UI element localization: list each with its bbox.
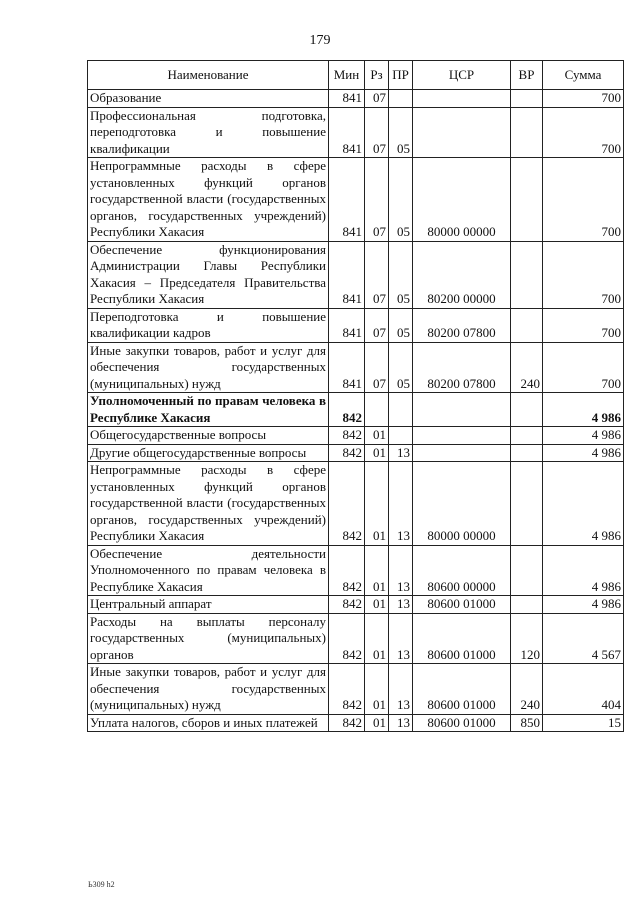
cell-min: 841: [329, 90, 365, 108]
table-row: [88, 342, 624, 393]
cell-min: 842: [329, 664, 365, 715]
cell-vr: [511, 393, 543, 427]
table-row: [88, 427, 624, 445]
cell-pr: 13: [389, 664, 413, 715]
cell-min: 842: [329, 462, 365, 546]
cell-sum: 404: [543, 664, 624, 715]
cell-name: Общегосударственные вопросы: [88, 427, 329, 445]
cell-min: 842: [329, 393, 365, 427]
cell-sum: 4 986: [543, 462, 624, 546]
cell-vr: [511, 427, 543, 445]
cell-csr: 80000 00000: [413, 462, 511, 546]
cell-min: 841: [329, 158, 365, 242]
cell-pr: 05: [389, 241, 413, 308]
table-row: [88, 462, 624, 546]
cell-vr: 850: [511, 714, 543, 732]
cell-csr: 80600 01000: [413, 596, 511, 614]
cell-csr: [413, 444, 511, 462]
cell-name: Образование: [88, 90, 329, 108]
cell-pr: 13: [389, 613, 413, 664]
cell-rz: 01: [365, 545, 389, 596]
table-row: [88, 90, 624, 108]
footer-code: Ь309 h2: [88, 880, 115, 889]
cell-pr: 13: [389, 545, 413, 596]
header-sum: Сумма: [543, 61, 624, 90]
table-header-row: [88, 61, 624, 90]
cell-rz: [365, 393, 389, 427]
cell-pr: 13: [389, 462, 413, 546]
cell-vr: 240: [511, 342, 543, 393]
cell-sum: 4 986: [543, 393, 624, 427]
cell-csr: 80600 01000: [413, 664, 511, 715]
cell-rz: 01: [365, 714, 389, 732]
cell-pr: [389, 90, 413, 108]
cell-rz: 01: [365, 613, 389, 664]
cell-sum: 4 986: [543, 427, 624, 445]
cell-name: Уплата налогов, сборов и иных платежей: [88, 714, 329, 732]
cell-vr: 240: [511, 664, 543, 715]
cell-pr: 13: [389, 596, 413, 614]
table-row: [88, 308, 624, 342]
table-row: [88, 393, 624, 427]
table-row: [88, 596, 624, 614]
cell-sum: 700: [543, 241, 624, 308]
cell-sum: 4 986: [543, 545, 624, 596]
page-number: 179: [309, 33, 331, 48]
cell-vr: [511, 308, 543, 342]
cell-csr: [413, 427, 511, 445]
cell-pr: 13: [389, 714, 413, 732]
table-row: [88, 664, 624, 715]
cell-sum: 15: [543, 714, 624, 732]
cell-min: 841: [329, 342, 365, 393]
cell-min: 842: [329, 545, 365, 596]
cell-name: Другие общегосударственные вопросы: [88, 444, 329, 462]
cell-min: 842: [329, 596, 365, 614]
cell-vr: [511, 596, 543, 614]
cell-vr: [511, 158, 543, 242]
header-csr: ЦСР: [413, 61, 511, 90]
table-row: [88, 107, 624, 158]
cell-rz: 07: [365, 308, 389, 342]
cell-sum: 700: [543, 107, 624, 158]
cell-sum: 700: [543, 158, 624, 242]
header-pr: ПР: [389, 61, 413, 90]
cell-rz: 01: [365, 427, 389, 445]
cell-vr: [511, 444, 543, 462]
cell-sum: 4 986: [543, 444, 624, 462]
cell-rz: 07: [365, 241, 389, 308]
cell-min: 841: [329, 107, 365, 158]
cell-min: 842: [329, 427, 365, 445]
cell-pr: [389, 427, 413, 445]
table-row: [88, 241, 624, 308]
cell-csr: 80600 01000: [413, 613, 511, 664]
cell-sum: 700: [543, 90, 624, 108]
cell-name: Переподготовка и повышение квалификации кадров: [88, 308, 329, 342]
cell-vr: [511, 90, 543, 108]
cell-min: 841: [329, 308, 365, 342]
cell-vr: [511, 107, 543, 158]
cell-name: Обеспечение деятельности Уполномоченного по правам человека в Республике Хакасия: [88, 545, 329, 596]
cell-pr: 13: [389, 444, 413, 462]
cell-name: Центральный аппарат: [88, 596, 329, 614]
cell-csr: 80200 00000: [413, 241, 511, 308]
cell-sum: 4 567: [543, 613, 624, 664]
cell-min: 842: [329, 613, 365, 664]
budget-table: [87, 60, 624, 732]
cell-sum: 4 986: [543, 596, 624, 614]
cell-name: Уполномоченный по правам человека в Республике Хакасия: [88, 393, 329, 427]
table-row: [88, 444, 624, 462]
cell-name: Непрограммные расходы в сфере установленных функций органов государственной власти (государственных органов, государственных учреждений) Республики Хакасия: [88, 158, 329, 242]
cell-min: 842: [329, 444, 365, 462]
cell-pr: 05: [389, 107, 413, 158]
cell-pr: 05: [389, 308, 413, 342]
cell-rz: 01: [365, 444, 389, 462]
header-rz: Рз: [365, 61, 389, 90]
cell-csr: [413, 393, 511, 427]
cell-csr: 80000 00000: [413, 158, 511, 242]
cell-min: 842: [329, 714, 365, 732]
cell-sum: 700: [543, 342, 624, 393]
cell-pr: 05: [389, 342, 413, 393]
cell-rz: 01: [365, 596, 389, 614]
cell-rz: 07: [365, 107, 389, 158]
cell-rz: 07: [365, 90, 389, 108]
cell-csr: 80200 07800: [413, 342, 511, 393]
header-vr: ВР: [511, 61, 543, 90]
cell-pr: 05: [389, 158, 413, 242]
header-min: Мин: [329, 61, 365, 90]
cell-vr: [511, 545, 543, 596]
cell-name: Иные закупки товаров, работ и услуг для обеспечения государственных (муниципальных) нужд: [88, 342, 329, 393]
cell-name: Профессиональная подготовка, переподготовка и повышение квалификации: [88, 107, 329, 158]
cell-vr: [511, 462, 543, 546]
cell-csr: [413, 107, 511, 158]
table-row: [88, 714, 624, 732]
cell-rz: 01: [365, 664, 389, 715]
table-row: [88, 613, 624, 664]
cell-csr: 80600 00000: [413, 545, 511, 596]
cell-name: Иные закупки товаров, работ и услуг для обеспечения государственных (муниципальных) нужд: [88, 664, 329, 715]
cell-csr: 80600 01000: [413, 714, 511, 732]
cell-vr: 120: [511, 613, 543, 664]
cell-rz: 07: [365, 158, 389, 242]
cell-csr: [413, 90, 511, 108]
header-name: Наименование: [88, 61, 329, 90]
cell-rz: 07: [365, 342, 389, 393]
cell-csr: 80200 07800: [413, 308, 511, 342]
cell-name: Расходы на выплаты персоналу государственных (муниципальных) органов: [88, 613, 329, 664]
cell-min: 841: [329, 241, 365, 308]
table-row: [88, 158, 624, 242]
table-body: [88, 90, 624, 732]
cell-name: Обеспечение функционирования Администрации Главы Республики Хакасия – Председателя Правительства Республики Хакасия: [88, 241, 329, 308]
cell-name: Непрограммные расходы в сфере установленных функций органов государственной власти (государственных органов, государственных учреждений) Республики Хакасия: [88, 462, 329, 546]
table-row: [88, 545, 624, 596]
cell-pr: [389, 393, 413, 427]
cell-sum: 700: [543, 308, 624, 342]
cell-vr: [511, 241, 543, 308]
cell-rz: 01: [365, 462, 389, 546]
